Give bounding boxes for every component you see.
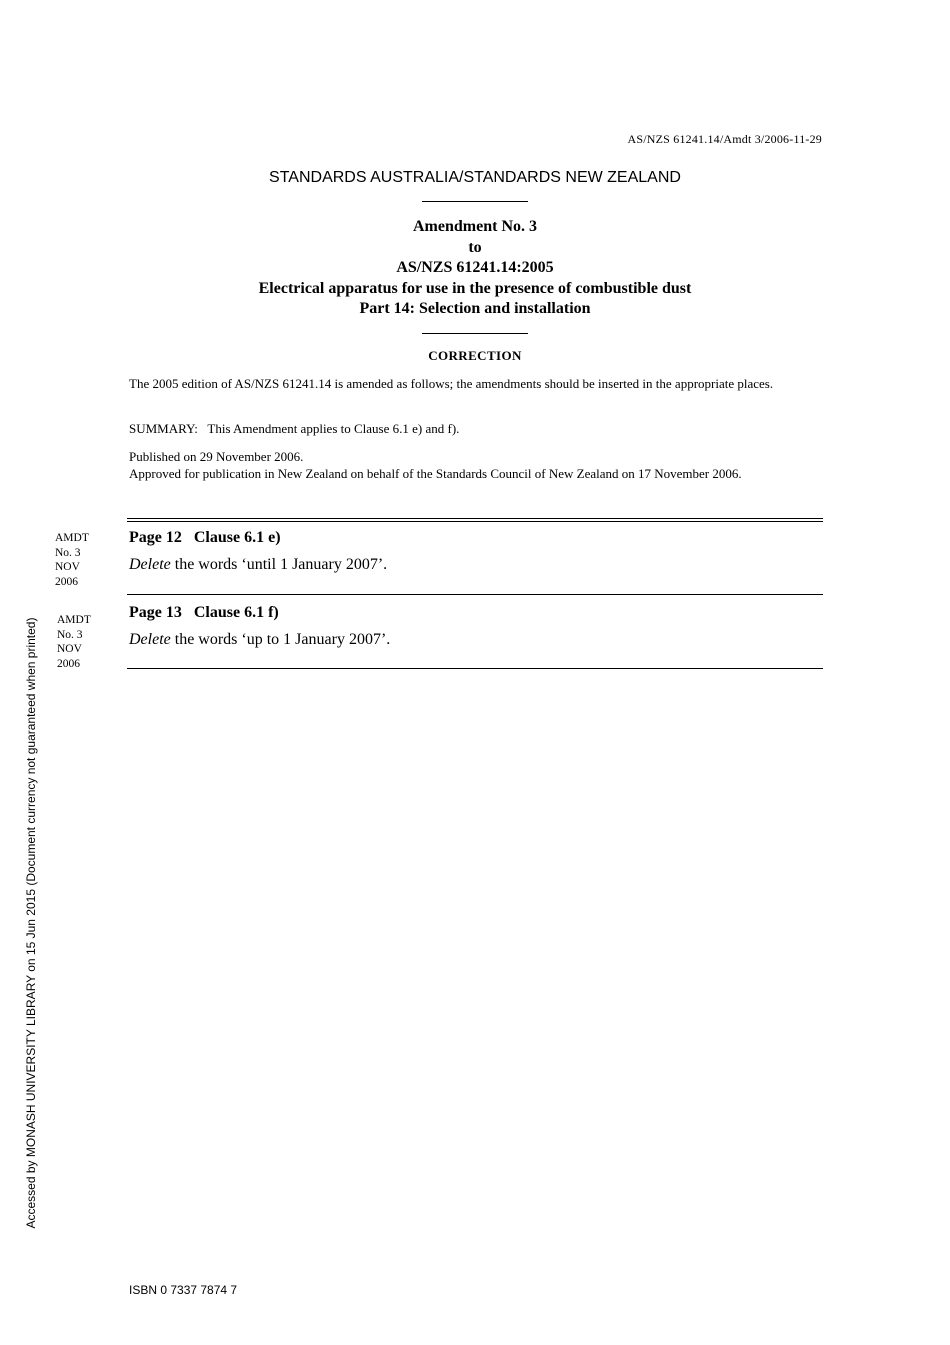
- title-line-part: Part 14: Selection and installation: [359, 300, 591, 317]
- title-divider-bottom: [422, 333, 528, 334]
- title-line-subject: Electrical apparatus for use in the presence of combustible dust: [258, 279, 692, 297]
- isbn: ISBN 0 7337 7874 7: [129, 1283, 238, 1297]
- approval-statement: Approved for publication in New Zealand on behalf of the Standards Council of New Zealand on 17 November 2006.: [129, 466, 742, 481]
- amendment-action: Delete: [129, 631, 171, 648]
- amendment-text: the words ‘up to 1 January 2007’.: [170, 631, 391, 648]
- title-line-amendment: Amendment No. 3: [413, 218, 537, 235]
- summary-paragraph: SUMMARY: This Amendment applies to Clause 6.1 e) and f).: [129, 421, 460, 436]
- title-line-to: to: [468, 238, 482, 256]
- amendment-title: [0, 217, 950, 320]
- published-date: Published on 29 November 2006.: [129, 449, 304, 464]
- amendment-instruction: [129, 631, 390, 649]
- amendment-margin-mark: AMDT No. 3 NOV 2006: [55, 532, 89, 588]
- title-line-standard: AS/NZS 61241.14:2005: [396, 259, 554, 276]
- amendment-action: Delete: [129, 556, 171, 573]
- amendments-bottom-rule: [127, 668, 823, 669]
- amendment-instruction: [129, 556, 387, 574]
- amendment-heading: Page 12 Clause 6.1 e): [129, 529, 281, 546]
- amendment-margin-mark: AMDT No. 3 NOV 2006: [57, 614, 91, 670]
- amendment-heading: Page 13 Clause 6.1 f): [129, 604, 279, 621]
- access-notice: Accessed by MONASH UNIVERSITY LIBRARY on 15 Jun 2015 (Document currency not guaranteed when printed): [24, 617, 38, 1229]
- amendment-divider: [127, 594, 823, 595]
- amendments-top-rule: [127, 518, 823, 522]
- title-divider-top: [422, 201, 528, 202]
- amendment-text: the words ‘until 1 January 2007’.: [170, 556, 388, 573]
- document-reference: AS/NZS 61241.14/Amdt 3/2006-11-29: [627, 132, 822, 146]
- correction-label: CORRECTION: [428, 348, 522, 363]
- intro-paragraph: The 2005 edition of AS/NZS 61241.14 is amended as follows; the amendments should be inserted in the appropriate places.: [129, 376, 774, 391]
- organization-heading: STANDARDS AUSTRALIA/STANDARDS NEW ZEALAND: [269, 169, 681, 186]
